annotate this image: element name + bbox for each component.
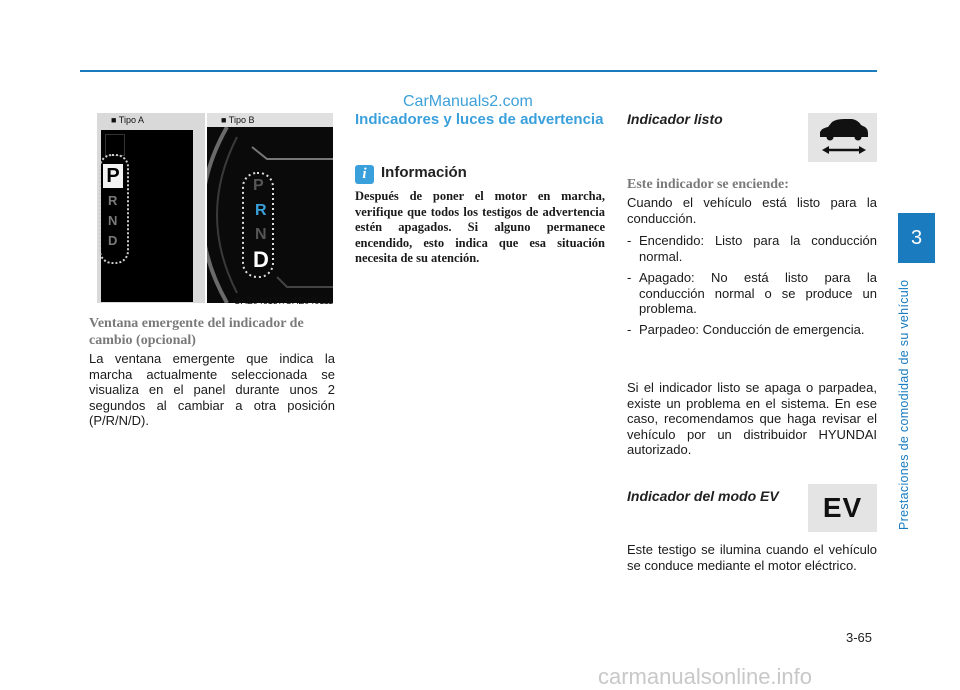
- info-icon: i: [355, 165, 374, 184]
- gear-r-b: R: [255, 202, 267, 219]
- gear-r-a: R: [108, 193, 118, 208]
- section-heading: Indicadores y luces de advertencia: [355, 111, 604, 128]
- ready-intro: Cuando el vehículo está listo para la conducción.: [627, 195, 877, 226]
- gear-d-a: D: [108, 233, 118, 248]
- type-a-screen: [101, 130, 193, 302]
- ev-icon: EV: [808, 484, 877, 532]
- list-item: [627, 233, 877, 264]
- ev-mode-body: Este testigo se ilumina cuando el vehículo se conduce mediante el motor eléctrico.: [627, 542, 877, 573]
- gear-d-b: D: [253, 247, 269, 272]
- gear-n-b: N: [255, 226, 267, 243]
- lights-on-heading: Este indicador se enciende:: [627, 177, 789, 192]
- info-body: Después de poner el motor en marcha, verifique que todos los testigos de advertencia estén apagados. Si alguno permanece encendido, esto indica que esa situación necesita de su atención.: [355, 189, 605, 265]
- type-a-label: ■ Tipo A: [111, 115, 144, 125]
- list-dash: -: [627, 322, 632, 337]
- footer-watermark: carmanualsonline.info: [598, 664, 813, 689]
- list-dash: -: [627, 270, 632, 285]
- gear-p-a: P: [103, 164, 123, 188]
- cluster-arc-graphic: [207, 127, 333, 303]
- list-text: Parpadeo: Conducción de emergencia.: [639, 322, 865, 337]
- watermark-text: CarManuals2.com: [403, 93, 533, 110]
- ready-warning: Si el indicador listo se apaga o parpadea, existe un problema en el sistema. En ese caso, recomendamos que haga revisar el vehículo por un distribuidor HYUNDAI autorizado.: [627, 380, 877, 458]
- popup-indicator-body: La ventana emergente que indica la marcha actualmente seleccionada se visualiza en el panel durante unos 2 segundos al cambiar a otra posición (P/R/N/D).: [89, 351, 335, 429]
- figure-code: OAE046137/OAE046111: [233, 296, 333, 306]
- list-item: [627, 322, 877, 338]
- list-text: Encendido: Listo para la conducción normal.: [639, 233, 877, 264]
- list-text: Apagado: No está listo para la conducción normal o se produce un problema.: [639, 270, 877, 317]
- top-rule: [80, 70, 877, 72]
- list-item: [627, 270, 877, 317]
- panel-type-a: [97, 113, 205, 303]
- type-b-screen: [207, 127, 333, 303]
- popup-indicator-heading: Ventana emergente del indicador de cambio (opcional): [89, 316, 304, 348]
- gear-indicator-figure: [97, 113, 333, 313]
- gear-p-b: P: [253, 177, 264, 194]
- ready-indicator-heading: Indicador listo: [627, 111, 723, 127]
- chapter-tab: 3: [898, 213, 935, 263]
- list-dash: -: [627, 233, 632, 248]
- type-b-label: ■ Tipo B: [221, 115, 254, 125]
- chapter-title: Prestaciones de comodidad de su vehículo: [897, 279, 911, 530]
- panel-type-b: [207, 113, 333, 303]
- gear-n-a: N: [108, 213, 118, 228]
- info-title: Información: [381, 164, 467, 181]
- ev-mode-heading: Indicador del modo EV: [627, 488, 779, 504]
- car-arrows-icon: [808, 113, 877, 162]
- page-number: 3-65: [846, 630, 873, 645]
